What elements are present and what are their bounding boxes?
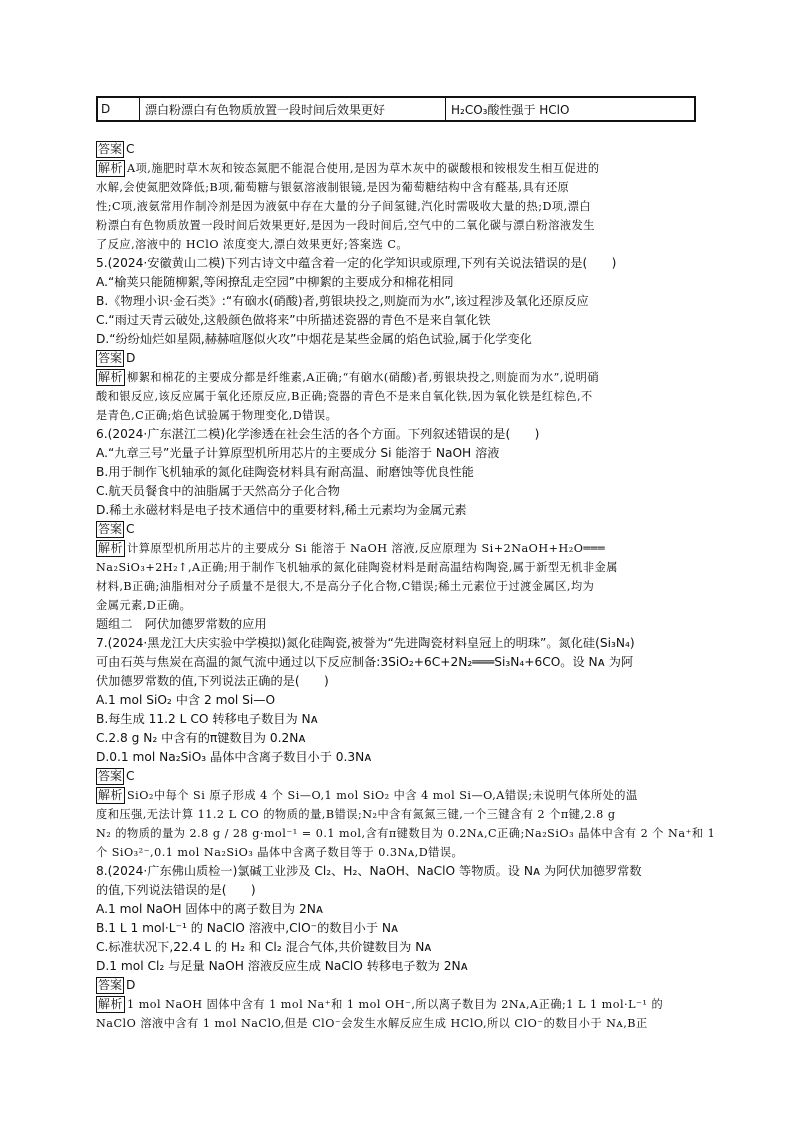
question-line <box>96 463 696 482</box>
explanation-line <box>96 1014 696 1033</box>
explanation-line <box>96 235 696 254</box>
line-text: 的值,下列说法错误的是( ) <box>96 883 256 897</box>
answer-tag: 答案 <box>98 351 123 365</box>
question-line <box>96 881 696 900</box>
explain-block <box>96 159 696 254</box>
line-text: C.“雨过天青云破处,这般颜色做将来”中所描述瓷器的青色不是来自氧化铁 <box>96 313 491 327</box>
explanation-line <box>96 216 696 235</box>
line-text: 可由石英与焦炭在高温的氮气流中通过以下反应制备:3SiO₂+6C+2N₂═══Si₃N₄+6CO。设 Nᴀ 为阿 <box>96 655 634 669</box>
explanation-line <box>96 387 696 406</box>
question-line <box>96 444 696 463</box>
line-text: C.航天员餐食中的油脂属于天然高分子化合物 <box>96 484 340 498</box>
line-text: 7.(2024·黑龙江大庆实验中学模拟)氮化硅陶瓷,被誉为“先进陶瓷材料皇冠上的明珠”。氮化硅(Si₃N₄) <box>96 636 635 650</box>
line-text: A.“榆荚只能随柳絮,等闲撩乱走空园”中柳絮的主要成分和棉花相同 <box>96 275 454 289</box>
answer-line <box>96 767 696 786</box>
answer-value: D <box>126 351 136 365</box>
question-line <box>96 653 696 672</box>
answer-block <box>96 140 696 159</box>
line-text: A.“九章三号”光量子计算原型机所用芯片的主要成分 Si 能溶于 NaOH 溶液 <box>96 446 500 460</box>
question-line <box>96 729 696 748</box>
explanation-line <box>96 558 696 577</box>
line-text: 计算原型机所用芯片的主要成分 Si 能溶于 NaOH 溶液,反应原理为 Si+2NaOH+H₂O═══ <box>127 542 606 555</box>
question-line <box>96 615 696 634</box>
question-block <box>96 254 696 349</box>
line-text: SiO₂中每个 Si 原子形成 4 个 Si—O,1 mol SiO₂ 中含 4 mol Si—O,A错误;未说明气体所处的温 <box>127 789 638 802</box>
line-text: A.1 mol NaOH 固体中的离子数目为 2Nᴀ <box>96 902 324 916</box>
line-text: 金属元素,D正确。 <box>96 599 192 612</box>
answer-line <box>96 140 696 159</box>
line-text: 水解,会使氮肥效降低;B项,葡萄糖与银氨溶液制银镜,是因为葡萄糖结构中含有醛基,具有还原 <box>96 181 570 194</box>
question-line <box>96 862 696 881</box>
question-line <box>96 482 696 501</box>
explanation-tag: 解析 <box>98 997 124 1011</box>
answer-value: D <box>126 978 136 992</box>
explain-block <box>96 786 716 862</box>
line-text: B.《物理小识·金石类》:“有硇水(硝酸)者,剪银块投之,则旋而为水”,该过程涉及氧化还原反应 <box>96 294 589 308</box>
table-cell-statement: 漂白粉漂白有色物质放置一段时间后效果更好 <box>140 98 446 120</box>
line-text: 柳絮和棉花的主要成分都是纤维素,A正确;“有硇水(硝酸)者,剪银块投之,则旋而为水”,说明硝 <box>127 371 600 384</box>
explanation-line <box>96 178 696 197</box>
line-text: C.2.8 g N₂ 中含有的π键数目为 0.2Nᴀ <box>96 731 306 745</box>
answer-value: C <box>126 769 135 783</box>
question-line <box>96 748 696 767</box>
explanation-line <box>96 577 696 596</box>
line-text: 题组二 阿伏加德罗常数的应用 <box>96 617 267 631</box>
explanation-line <box>96 995 696 1014</box>
line-text: 酸和银反应,该反应属于氧化还原反应,B正确;瓷器的青色不是来自氧化铁,因为氧化铁是红棕色,不 <box>96 390 593 403</box>
answer-line <box>96 976 696 995</box>
answer-block <box>96 349 696 368</box>
explanation-line <box>96 843 696 862</box>
line-text: B.1 L 1 mol·L⁻¹ 的 NaClO 溶液中,ClO⁻的数目小于 Nᴀ <box>96 921 399 935</box>
question-line <box>96 938 696 957</box>
question-line <box>96 273 696 292</box>
answer-tag: 答案 <box>98 522 123 536</box>
question-line <box>96 691 696 710</box>
explanation-line <box>96 596 696 615</box>
answer-line <box>96 520 696 539</box>
answer-block <box>96 767 696 786</box>
line-text: 6.(2024·广东湛江二模)化学渗透在社会生活的各个方面。下列叙述错误的是( ) <box>96 427 540 441</box>
explain-block <box>96 368 696 425</box>
line-text: 性;C项,液氨常用作制冷剂是因为液氨中存在大量的分子间氢键,汽化时需吸收大量的热;D项,漂白 <box>96 200 592 213</box>
line-text: D.0.1 mol Na₂SiO₃ 晶体中含离子数目小于 0.3Nᴀ <box>96 750 372 764</box>
line-text: D.稀土永磁材料是电子技术通信中的重要材料,稀土元素均为金属元素 <box>96 503 467 517</box>
line-text: 是青色,C正确;焰色试验属于物理变化,D错误。 <box>96 409 338 422</box>
line-text: A.1 mol SiO₂ 中含 2 mol Si—O <box>96 693 276 707</box>
line-text: 8.(2024·广东佛山质检一)氯碱工业涉及 Cl₂、H₂、NaOH、NaClO 等物质。设 Nᴀ 为阿伏加德罗常数 <box>96 864 642 878</box>
explanation-line <box>96 805 696 824</box>
line-text: C.标准状况下,22.4 L 的 H₂ 和 Cl₂ 混合气体,共价键数目为 Nᴀ <box>96 940 432 954</box>
question-line <box>96 330 696 349</box>
explanation-tag: 解析 <box>98 161 124 175</box>
answer-tag: 答案 <box>98 769 123 783</box>
question-block <box>96 425 696 520</box>
answer-tag: 答案 <box>98 142 123 156</box>
answer-value: C <box>126 522 135 536</box>
line-text: 个 SiO₃²⁻,0.1 mol Na₂SiO₃ 晶体中含离子数目等于 0.3Nᴀ,D错误。 <box>96 846 464 859</box>
explanation-line <box>96 824 716 843</box>
explanation-tag: 解析 <box>98 788 124 802</box>
question-block <box>96 862 696 976</box>
explanation-line <box>96 197 696 216</box>
table-cell-option: D <box>98 98 140 120</box>
question-line <box>96 292 696 311</box>
answer-tag: 答案 <box>98 978 123 992</box>
line-text: 粉漂白有色物质放置一段时间后效果更好,是因为一段时间后,空气中的二氧化碳与漂白粉溶液发生 <box>96 219 595 232</box>
line-text: N₂ 的物质的量为 2.8 g / 28 g·mol⁻¹ = 0.1 mol,含有π键数目为 0.2Nᴀ,C正确;Na₂SiO₃ 晶体中含有 2 个 Na⁺和 1 <box>96 827 716 840</box>
question-line <box>96 634 696 653</box>
explain-block <box>96 995 696 1033</box>
table-row-d <box>96 96 696 122</box>
line-text: A项,施肥时草木灰和铵态氮肥不能混合使用,是因为草木灰中的碳酸根和铵根发生相互促进的 <box>127 162 600 175</box>
question-line <box>96 919 696 938</box>
question-blocks <box>96 140 716 1033</box>
explain-block <box>96 539 696 615</box>
line-text: 伏加德罗常数的值,下列说法正确的是( ) <box>96 674 329 688</box>
line-text: 5.(2024·安徽黄山二模)下列古诗文中蕴含着一定的化学知识或原理,下列有关说法错误的是( ) <box>96 256 617 270</box>
line-text: NaClO 溶液中含有 1 mol NaClO,但是 ClO⁻会发生水解反应生成 HClO,所以 ClO⁻的数目小于 Nᴀ,B正 <box>96 1017 648 1030</box>
answer-line <box>96 349 696 368</box>
line-text: Na₂SiO₃+2H₂↑,A正确;用于制作飞机轴承的氮化硅陶瓷材料是耐高温结构陶瓷,属于新型无机非金属 <box>96 561 618 574</box>
question-line <box>96 254 696 273</box>
question-line <box>96 425 696 444</box>
page-content <box>96 96 716 1033</box>
line-text: 材料,B正确;油脂相对分子质量不是很大,不是高分子化合物,C错误;稀土元素位于过渡金属区,均为 <box>96 580 595 593</box>
line-text: 1 mol NaOH 固体中含有 1 mol Na⁺和 1 mol OH⁻,所以离子数目为 2Nᴀ,A正确;1 L 1 mol·L⁻¹ 的 <box>127 998 664 1011</box>
question-line <box>96 311 696 330</box>
table-cell-reason: H₂CO₃酸性强于 HClO <box>451 102 570 117</box>
explanation-line <box>96 368 696 387</box>
line-text: D.“纷纷灿烂如星陨,赫赫喧豗似火攻”中烟花是某些金属的焰色试验,属于化学变化 <box>96 332 532 346</box>
answer-block <box>96 520 696 539</box>
question-block <box>96 615 696 767</box>
line-text: 了反应,溶液中的 HClO 浓度变大,漂白效果更好;答案选 C。 <box>96 238 409 251</box>
explanation-line <box>96 406 696 425</box>
explanation-line <box>96 786 696 805</box>
answer-block <box>96 976 696 995</box>
question-line <box>96 501 696 520</box>
question-line <box>96 710 696 729</box>
line-text: B.用于制作飞机轴承的氮化硅陶瓷材料具有耐高温、耐磨蚀等优良性能 <box>96 465 474 479</box>
explanation-tag: 解析 <box>98 541 124 555</box>
answer-value: C <box>126 142 135 156</box>
explanation-tag: 解析 <box>98 370 124 384</box>
explanation-line <box>96 159 696 178</box>
question-line <box>96 672 696 691</box>
question-line <box>96 900 696 919</box>
question-line <box>96 957 696 976</box>
line-text: B.每生成 11.2 L CO 转移电子数目为 Nᴀ <box>96 712 318 726</box>
line-text: 度和压强,无法计算 11.2 L CO 的物质的量,B错误;N₂中含有氮氮三键,一个三键含有 2 个π键,2.8 g <box>96 808 616 821</box>
line-text: D.1 mol Cl₂ 与足量 NaOH 溶液反应生成 NaClO 转移电子数为 2Nᴀ <box>96 959 468 973</box>
explanation-line <box>96 539 696 558</box>
